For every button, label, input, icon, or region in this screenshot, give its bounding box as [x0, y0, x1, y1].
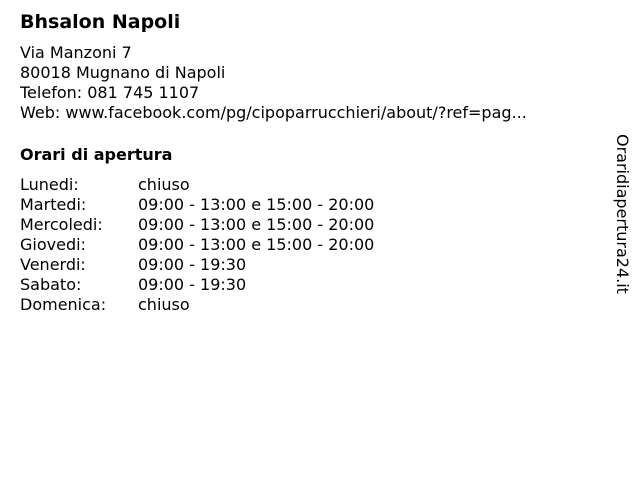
day-hours: 09:00 - 19:30 — [138, 255, 247, 274]
day-hours: chiuso — [138, 175, 190, 194]
opening-hours-table — [20, 175, 374, 315]
address-line-city: 80018 Mugnano di Napoli — [20, 63, 226, 82]
hours-row-sunday — [20, 295, 374, 315]
phone-number: Telefon: 081 745 1107 — [20, 83, 200, 102]
business-card — [20, 9, 600, 315]
hours-row-saturday — [20, 275, 374, 295]
day-label: Sabato: — [20, 275, 82, 294]
day-label: Giovedi: — [20, 235, 86, 254]
day-label: Mercoledi: — [20, 215, 103, 234]
website-link[interactable]: Web: www.facebook.com/pg/cipoparrucchieri/about/?ref=pag... — [20, 103, 527, 122]
day-hours: 09:00 - 13:00 e 15:00 - 20:00 — [138, 195, 375, 214]
day-label: Lunedi: — [20, 175, 79, 194]
hours-row-tuesday — [20, 195, 374, 215]
business-name: Bhsalon Napoli — [20, 11, 181, 33]
day-hours: 09:00 - 13:00 e 15:00 - 20:00 — [138, 235, 375, 254]
brand-watermark: Oraridiapertura24.it — [613, 134, 632, 294]
hours-row-wednesday — [20, 215, 374, 235]
day-hours: 09:00 - 13:00 e 15:00 - 20:00 — [138, 215, 375, 234]
hours-row-thursday — [20, 235, 374, 255]
day-label: Martedi: — [20, 195, 87, 214]
hours-row-monday — [20, 175, 374, 195]
day-label: Venerdi: — [20, 255, 86, 274]
day-hours: 09:00 - 19:30 — [138, 275, 247, 294]
opening-hours-heading: Orari di apertura — [20, 145, 173, 164]
address-line-street: Via Manzoni 7 — [20, 43, 132, 62]
day-hours: chiuso — [138, 295, 190, 314]
hours-row-friday — [20, 255, 374, 275]
day-label: Domenica: — [20, 295, 107, 314]
